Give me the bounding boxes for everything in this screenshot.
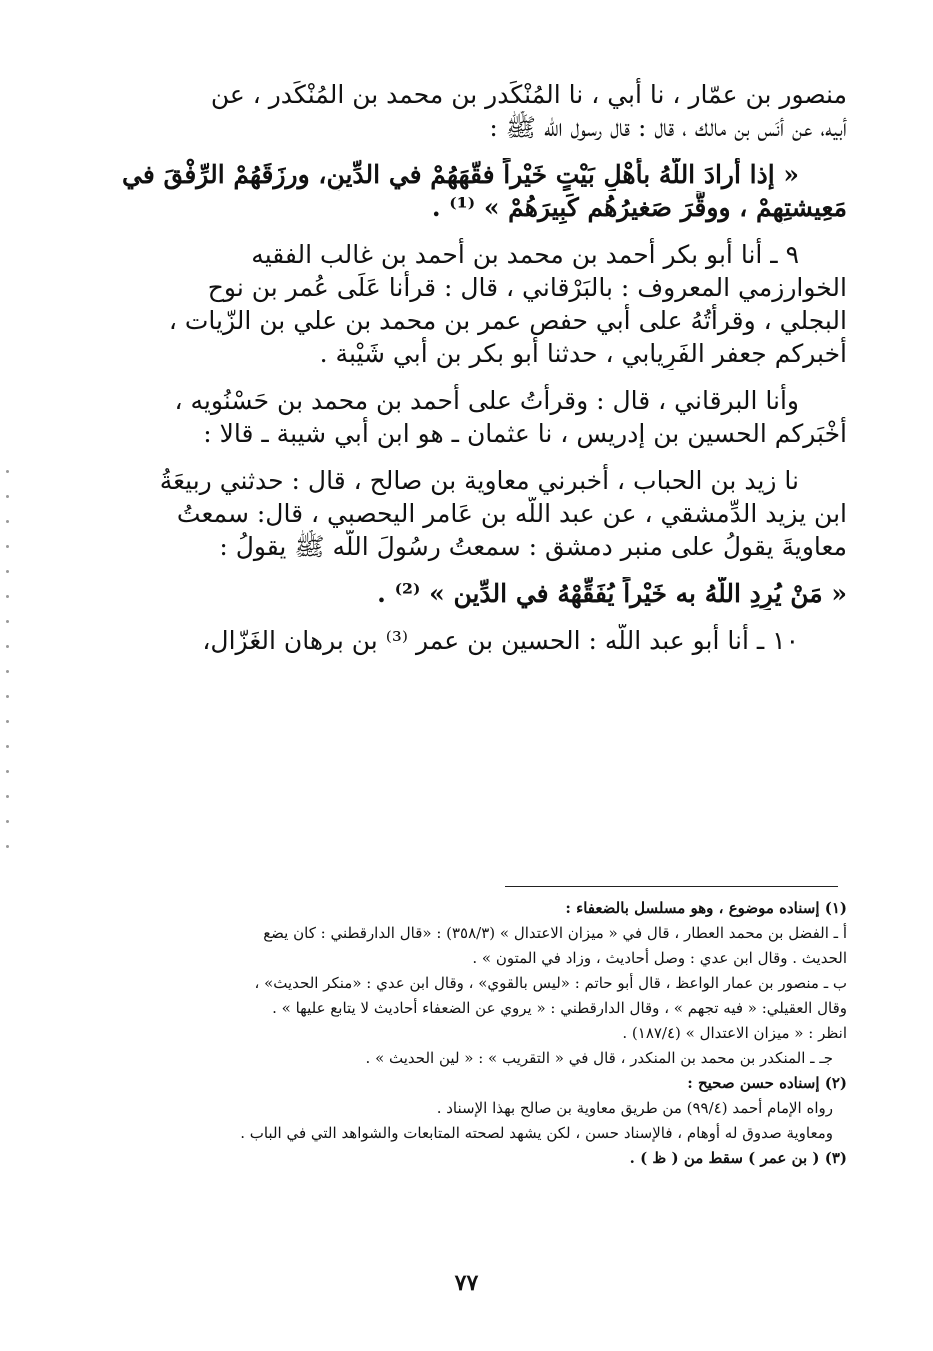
footnote-line: ومعاوية صدوق له أوهام ، فالإسناد حسن ، لكن يشهد لصحته المتابعات والشواهد التي في الباب . — [240, 1124, 833, 1142]
footnote-line: وقال العقيلي: « فيه تجهم » ، وقال الدارقطني : « يروي عن الضعفاء أحاديث لا يتابع عليها » . — [272, 999, 847, 1017]
text-line: أخْبَركم الحسين بن إدريس ، نا عثمان ـ هو ابن أبي شيبة ـ قالا : — [203, 419, 847, 448]
hadith-line: مَعِيشتِهِمْ ، ووقَّرَ صَغيرُهُم كَبِيرَهُمْ » ⁽¹⁾ . — [431, 193, 847, 222]
footnote-line: جـ ـ المنكدر بن محمد بن المنكدر ، قال في « التقريب » : « لين الحديث » . — [365, 1049, 833, 1067]
text-line: البجلي ، وقرأتُهُ على أبي حفص عمر بن محمد بن علي بن الزّيات ، — [168, 306, 847, 335]
scan-margin-marks — [6, 470, 10, 870]
text-line: منصور بن عمّار ، نا أبي ، نا المُنْكَدر بن محمد بن المُنْكَدر ، عن — [210, 80, 847, 109]
footnote-line: انظر : « ميزان الاعتدال » (١٨٧/٤) . — [622, 1024, 847, 1042]
text-line: الخوارزمي المعروف : بالبَرْقاني ، قال : قرأنا عَلَى عُمر بن نوح — [207, 273, 847, 302]
text-line: ١٠ ـ أنا أبو عبد اللّه : الحسين بن عمر ⁽³⁾ بن برهان الغَزّال، — [202, 626, 799, 655]
text-line: وأنا البرقاني ، قال : وقرأتُ على أحمد بن محمد بن حَسْنُويه ، — [174, 386, 799, 415]
footnote-title: (٣) ( بن عمر ) سقط من ( ظ ) . — [629, 1149, 847, 1167]
footnote-title: (٢) إسناده حسن صحيح : — [687, 1074, 847, 1092]
footnote-line: أ ـ الفضل بن محمد العطار ، قال في « ميزان الاعتدال » (٣٥٨/٣) : «قال الدارقطني : كان يضع — [263, 924, 847, 942]
page-number: ٧٧ — [454, 1270, 479, 1296]
text-line: نا زيد بن الحباب ، أخبرني معاوية بن صالح ، قال : حدثني ربيعَةُ — [159, 466, 799, 495]
footnote-divider — [505, 886, 838, 887]
main-text — [108, 78, 847, 657]
text-line: ابن يزيد الدِّمشقي ، عن عبد اللّه بن عَامر اليحصبي ، قال: سمعتُ — [176, 499, 847, 528]
hadith-line: « إذا أرادَ اللّهُ بأهْلِ بَيْتٍ خَيْراً فقّهَهُمْ في الدِّينِ، ورزَقَهُمْ الرِّفْقَ في — [121, 160, 799, 189]
footnote-line: رواه الإمام أحمد (٩٩/٤) من طريق معاوية بن صالح بهذا الإسناد . — [436, 1099, 833, 1117]
text-line: أبيه، عن أنَس بن مالك ، قال : قال رسول اللّه ﷺ : — [489, 113, 847, 142]
text-line: ٩ ـ أنا أبو بكر أحمد بن محمد بن أحمد بن غالب الفقيه — [251, 240, 799, 269]
text-line: معاويةَ يقولُ على منبر دمشق : سمعتُ رسُولَ اللّه ﷺ يقولُ : — [219, 532, 847, 561]
footnote-line: ب ـ منصور بن عمار الواعظ ، قال أبو حاتم : «ليس بالقوي» ، وقال ابن عدي : «منكر الحديث» ، — [254, 974, 847, 992]
text-line: أخبركم جعفر الفَرِيابي ، حدثنا أبو بكر بن أبي شَيْبة . — [319, 339, 847, 368]
hadith-line: « مَنْ يُرِدِ اللّهُ به خَيْراً يُفَقِّهْهُ في الدِّين » ⁽²⁾ . — [377, 579, 847, 608]
footnote-title: (١) إسناده موضوع ، وهو مسلسل بالضعفاء : — [565, 899, 847, 917]
footnotes — [108, 896, 847, 1171]
footnote-line: الحديث . وقال ابن عدي : وصل أحاديث ، وزاد في المتون » . — [472, 949, 847, 967]
